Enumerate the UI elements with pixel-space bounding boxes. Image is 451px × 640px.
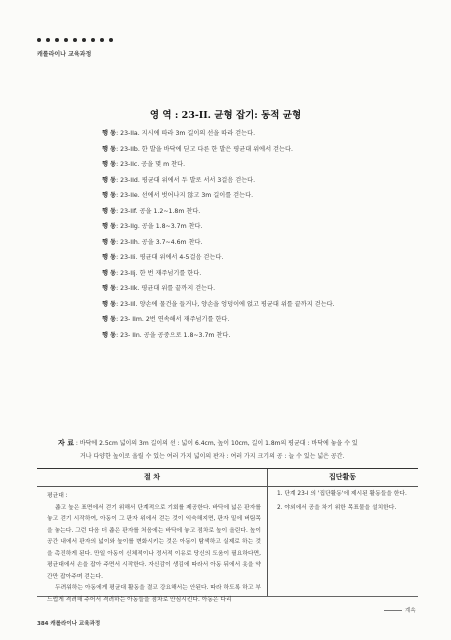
group-activity-item: 2. 야외에서 공을 차기 위한 목표물을 설치한다.: [277, 504, 397, 511]
behavior-label: 행 동: [102, 316, 117, 323]
behavior-text: : 23- IIn. 공을 공중으로 1.8~3.7m 찬다.: [116, 331, 231, 339]
behavior-text: : 23-IIa. 지시에 따라 3m 길이의 선을 따라 걷는다.: [116, 130, 256, 137]
group-activity-list: [277, 489, 415, 516]
header-dot: [73, 38, 77, 42]
behavior-item: [102, 173, 422, 189]
behavior-item: [102, 235, 422, 251]
procedure-subheading: 평균대 :: [47, 493, 68, 499]
behavior-label: 행 동: [102, 145, 117, 153]
materials-line-1: : 바닥에 2.5cm 넓이의 3m 길이의 선 : 넓이 6.4cm, 높이 10cm, 길이 1.8m의 평균대 : 바닥에 놓을 수 있: [75, 440, 358, 447]
header-dot: [109, 38, 113, 42]
header-dot: [82, 38, 86, 42]
behavior-text: : 23-IIi. 평균대 위에서 4-5걸음 걷는다.: [116, 254, 224, 261]
behavior-label: 행 동: [102, 176, 117, 184]
behavior-label: 행 동: [102, 238, 117, 246]
behavior-item: [102, 188, 422, 204]
behavior-text: : 23-IIf. 공을 1.2~1.8m 찬다.: [116, 207, 201, 215]
header-dot: [91, 38, 95, 42]
behavior-label: 행 동: [102, 192, 117, 199]
continued-rule: [384, 610, 402, 611]
behavior-text: : 23-IIe. 선에서 벗어나지 않고 3m 길이를 걷는다.: [116, 192, 254, 199]
header-dots: [37, 38, 113, 42]
continued-label: 계속: [405, 608, 416, 614]
behavior-text: : 23-IIc. 공을 몇 m 찬다.: [116, 161, 186, 168]
behavior-text: : 23-IIg. 공을 1.8~3.7m 찬다.: [116, 223, 203, 230]
group-activity-item: 1. 단계 23-I 의 '집단활동'에 제시된 활동들을 한다.: [277, 491, 407, 497]
behavior-item: [102, 142, 422, 158]
behavior-list: [102, 126, 422, 343]
header-dot: [100, 38, 104, 42]
behavior-text: : 23-IId. 평균대 위에서 두 발로 서서 3걸음 걷는다.: [116, 176, 256, 184]
page-footer: 384 캐롤라이나 교육과정: [37, 621, 101, 627]
behavior-text: : 23-IIl. 양손에 물건을 들거나, 양손을 엉덩이에 얹고 평균대 위를 끝까지 걷는다.: [116, 300, 335, 308]
header-dot: [37, 38, 41, 42]
behavior-item: [102, 250, 422, 266]
behavior-text: : 23-IIj. 한 번 재주넘기를 한다.: [116, 269, 202, 277]
procedure-paragraph: 좁고 높은 표면에서 걷기 위해서 단계적으로 기회를 제공한다. 바닥에 넓은 판자를 놓고 걷기 시작하여, 아동이 그 판자 위에서 걷는 것이 익숙해지면, 판자 밑에 버팀목을 놓는다. 그런 다음 더 좁은 판자를 처음에는 바닥에 놓고 점차로 높이 올린다. 높이 공간 내에서 판자의 넓이와 높이를 변화시키는 것은 아동이 탐색하고 실제로 하는 것을 촉진하게 된다. 만일 아동이 신체적이나 정서적 이유로 당신의 도움이 필요하다면, 평균대에서 손을 잡아 주면서 시작한다. 자신감이 생김에 따라서 아동 뒤에서 옷을 약간만 잡아주며 걷는다.: [47, 504, 261, 580]
table-header: [37, 469, 418, 487]
procedure-cell: [47, 491, 261, 606]
header-dot: [46, 38, 50, 42]
behavior-item: [102, 204, 422, 220]
series-title: 캐롤라이나 교육과정: [37, 51, 92, 58]
behavior-item: [102, 328, 422, 344]
section-title: 영 역 : 23-II. 균형 잡기: 동적 균형: [149, 110, 302, 121]
behavior-item: [102, 126, 422, 142]
behavior-label: 행 동: [102, 130, 117, 137]
behavior-label: 행 동: [102, 223, 117, 230]
behavior-label: 행 동: [102, 331, 117, 339]
behavior-label: 행 동: [102, 269, 117, 277]
procedure-paragraph: 두려워하는 아동에게 평균대 활동을 결코 강요해서는 안된다. 따라 하도록 하고 부드럽게 격려해 주어서 격려하는 아동들을 점차로 안심시킨다. 아동은 다리: [47, 585, 261, 603]
materials-label: 자 료: [58, 439, 74, 447]
behavior-text: : 23-IIb. 한 발을 바닥에 딛고 다른 한 발은 평균대 위에서 걷는다.: [116, 145, 293, 153]
continued-marker: [384, 606, 416, 614]
materials-line-2: 거나 다양한 높이로 올릴 수 있는 여러 가지 넓이의 판자 : 여러 가지 크기의 공 : 늘 수 있는 넓은 공간.: [80, 452, 345, 460]
behavior-item: [102, 157, 422, 173]
behavior-text: : 23-IIk. 평균대 위를 끝까지 걷는다.: [116, 285, 216, 292]
procedure-header: 절 차: [144, 473, 160, 481]
group-activity-header: 집단활동: [328, 473, 357, 481]
behavior-label: 행 동: [102, 254, 117, 261]
behavior-text: : 23- IIm. 2번 연속해서 재주넘기를 한다.: [116, 316, 230, 323]
behavior-label: 행 동: [102, 300, 117, 308]
behavior-label: 행 동: [102, 285, 117, 292]
behavior-item: [102, 281, 422, 297]
behavior-item: [102, 297, 422, 313]
behavior-label: 행 동: [102, 161, 117, 168]
behavior-item: [102, 312, 422, 328]
behavior-item: [102, 266, 422, 282]
behavior-text: : 23-IIh. 공을 3.7~4.6m 찬다.: [116, 238, 203, 246]
behavior-label: 행 동: [102, 207, 117, 215]
header-dot: [55, 38, 59, 42]
activity-table: [37, 468, 418, 603]
materials-block: [58, 437, 418, 463]
behavior-item: [102, 219, 422, 235]
header-dot: [64, 38, 68, 42]
column-divider: [267, 469, 268, 596]
